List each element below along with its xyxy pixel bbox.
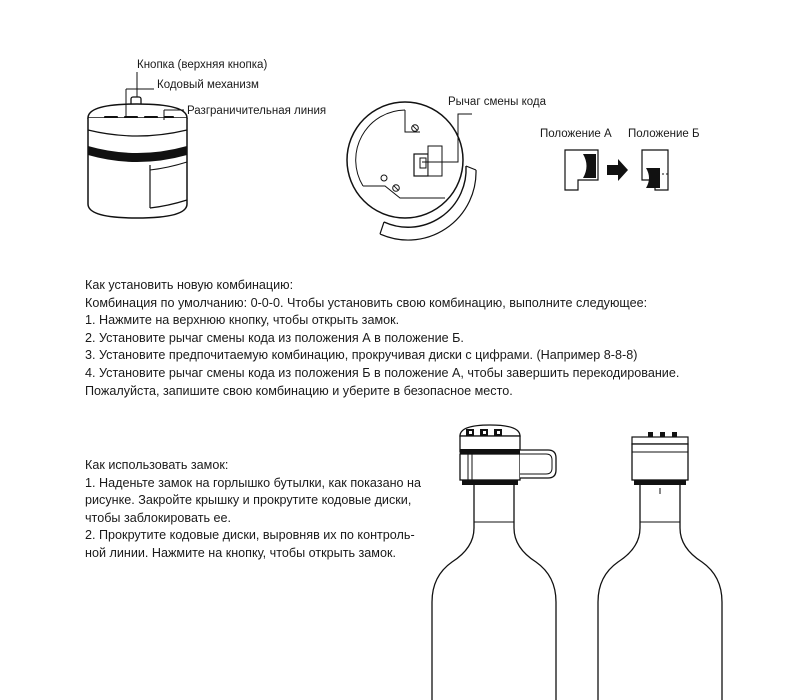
instruction-note: Пожалуйста, запишите свою комбинацию и уберите в безопасное место. bbox=[85, 383, 513, 398]
instruction-step: 1. Нажмите на верхнюю кнопку, чтобы открыть замок. bbox=[85, 313, 400, 328]
label-dividing-line: Разграничительная линия bbox=[187, 105, 327, 117]
instruction-line: 2. Прокрутите кодовые диски, выровняв их по контроль- bbox=[85, 528, 415, 543]
instruction-step: 3. Установите предпочитаемую комбинацию, прокручивая диски с цифрами. (Например 8-8-8) bbox=[85, 348, 638, 363]
label-position-b: Положение Б bbox=[628, 128, 700, 140]
instruction-line: чтобы заблокировать ее. bbox=[85, 510, 232, 525]
label-code-mechanism: Кодовый механизм bbox=[157, 79, 259, 91]
instruction-line: рисунке. Закройте крышку и прокрутите кодовые диски, bbox=[85, 493, 412, 508]
label-position-a: Положение А bbox=[540, 128, 612, 140]
use-lock-heading: Как использовать замок: bbox=[85, 458, 229, 472]
label-top-button: Кнопка (верхняя кнопка) bbox=[137, 59, 268, 71]
label-code-lever: Рычаг смены кода bbox=[448, 96, 546, 108]
instruction-line: 1. Наденьте замок на горлышко бутылки, как показано на bbox=[85, 475, 421, 490]
instruction-line: ной линии. Нажмите на кнопку, чтобы открыть замок. bbox=[85, 545, 396, 560]
set-combination-heading: Как установить новую комбинацию: bbox=[85, 278, 294, 292]
instruction-step: 4. Установите рычаг смены кода из положения Б в положение А, чтобы завершить перекодирование. bbox=[85, 365, 680, 380]
default-combination-line: Комбинация по умолчанию: 0-0-0. Чтобы установить свою комбинацию, выполните следующее: bbox=[85, 295, 648, 310]
instruction-step: 2. Установите рычаг смены кода из положения А в положение Б. bbox=[85, 330, 464, 345]
